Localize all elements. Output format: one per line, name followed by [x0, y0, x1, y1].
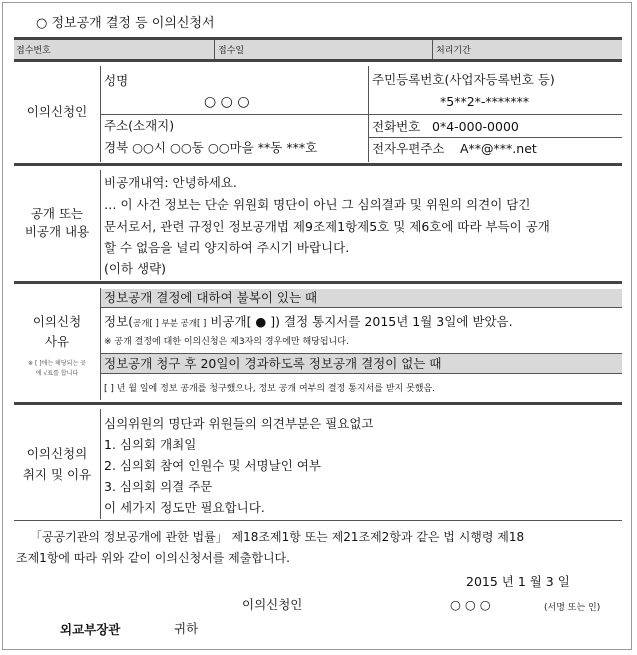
disclosure-line-2: … 이 사건 정보는 단순 위원회 명단이 아닌 그 심의결과 및 위원의 의견이 담긴 [104, 197, 531, 212]
phone-value: 0*4-000-0000 [432, 119, 519, 134]
disclosure-line-4: 할 수 없음을 널리 양지하여 주시기 바랍니다. [104, 240, 350, 255]
reason-note-line1: ※ [ ]에는 해당되는 곳 [28, 360, 86, 367]
email-value: A**@***.net [460, 141, 537, 156]
reason-box2-title: 정보공개 청구 후 20일이 경과하도록 정보공개 결정이 없는 때 [104, 356, 442, 371]
statement-line-2: 조제1항에 따라 위와 같이 이의신청서를 제출합니다. [16, 551, 290, 565]
receipt-bottom-rule [14, 59, 622, 62]
receipt-number-label: 접수번호 [16, 46, 51, 56]
purpose-item-3: 3. 심의회 의결 주문 [104, 479, 213, 494]
applicant-section-label: 이의신청인 [26, 104, 88, 119]
reason-box1-line: 정보(공개[ ] 부분 공개[ ] 비공개[ ● ]) 결정 통지서를 2015년 1월 3일에 받았음. [104, 314, 513, 329]
phone-label: 전화번호 [372, 119, 421, 134]
recipient-suffix: 귀하 [174, 621, 199, 636]
signer-note: (서명 또는 인) [544, 603, 601, 613]
signer-label: 이의신청인 [242, 597, 303, 612]
resident-id-label: 주민등록번호(사업자등록번호 등) [372, 72, 555, 87]
purpose-item-2: 2. 심의회 참여 인원수 및 서명날인 여부 [104, 458, 321, 473]
purpose-label-line1: 이의신청의 [26, 446, 88, 461]
reason-box2-line: [ ] 년 월 일에 정보 공개를 청구했으나, 정보 공개 여부의 결정 통지서를 받지 못했음. [104, 384, 436, 394]
recipient: 외교부장관 [60, 622, 121, 637]
disclosure-line-5: (이하 생략) [104, 261, 167, 276]
receipt-bar [14, 40, 622, 59]
purpose-label-line2: 취지 및 이유 [22, 467, 92, 482]
reason-box1-title: 정보공개 결정에 대하여 불복이 있는 때 [104, 290, 318, 305]
reason-box1-note: ※ 공개 결정에 대한 이의신청은 제3자의 경우에만 해당됩니다. [104, 337, 349, 347]
processing-period-label: 처리기간 [436, 46, 471, 56]
reason-label-line2: 사유 [44, 334, 70, 349]
purpose-line-1: 심의위원의 명단과 위원들의 의견부분은 필요없고 [104, 416, 374, 431]
reason-label-line1: 이의신청 [32, 314, 82, 329]
statement-line-1: 「공공기관의 정보공개에 관한 법률」 제18조제1항 또는 제21조제2항과 같은 법 시행령 제18 [30, 530, 525, 544]
submission-date: 2015 년 1 월 3 일 [466, 574, 570, 589]
receipt-date-label: 접수일 [218, 46, 245, 56]
signer-marks: ○ ○ ○ [450, 597, 491, 612]
address-value: 경북 ○○시 ○○동 ○○마을 **동 ***호 [104, 140, 318, 155]
resident-id-value: *5**2*-******* [440, 94, 530, 109]
reason-note-line2: 에 √표를 합니다 [35, 370, 79, 377]
purpose-line-end: 이 세가지 정도만 필요합니다. [104, 500, 265, 515]
disclosure-line-1: 비공개내역: 안녕하세요. [104, 175, 237, 190]
address-label: 주소(소재지) [104, 118, 175, 133]
disclosure-label-line1: 공개 또는 [30, 206, 84, 221]
name-value: ○ ○ ○ [204, 94, 250, 110]
disclosure-label-line2: 비공개 내용 [24, 224, 90, 239]
name-label: 성명 [104, 73, 129, 88]
email-label: 전자우편주소 [372, 141, 445, 156]
form-title: ○ 정보공개 결정 등 이의신청서 [36, 16, 215, 31]
purpose-item-1: 1. 심의회 개최일 [104, 437, 197, 452]
disclosure-line-3: 문서로서, 관련 규정인 정보공개법 제9조제1항제5호 및 제6호에 따라 부득이 공개 [104, 219, 550, 234]
